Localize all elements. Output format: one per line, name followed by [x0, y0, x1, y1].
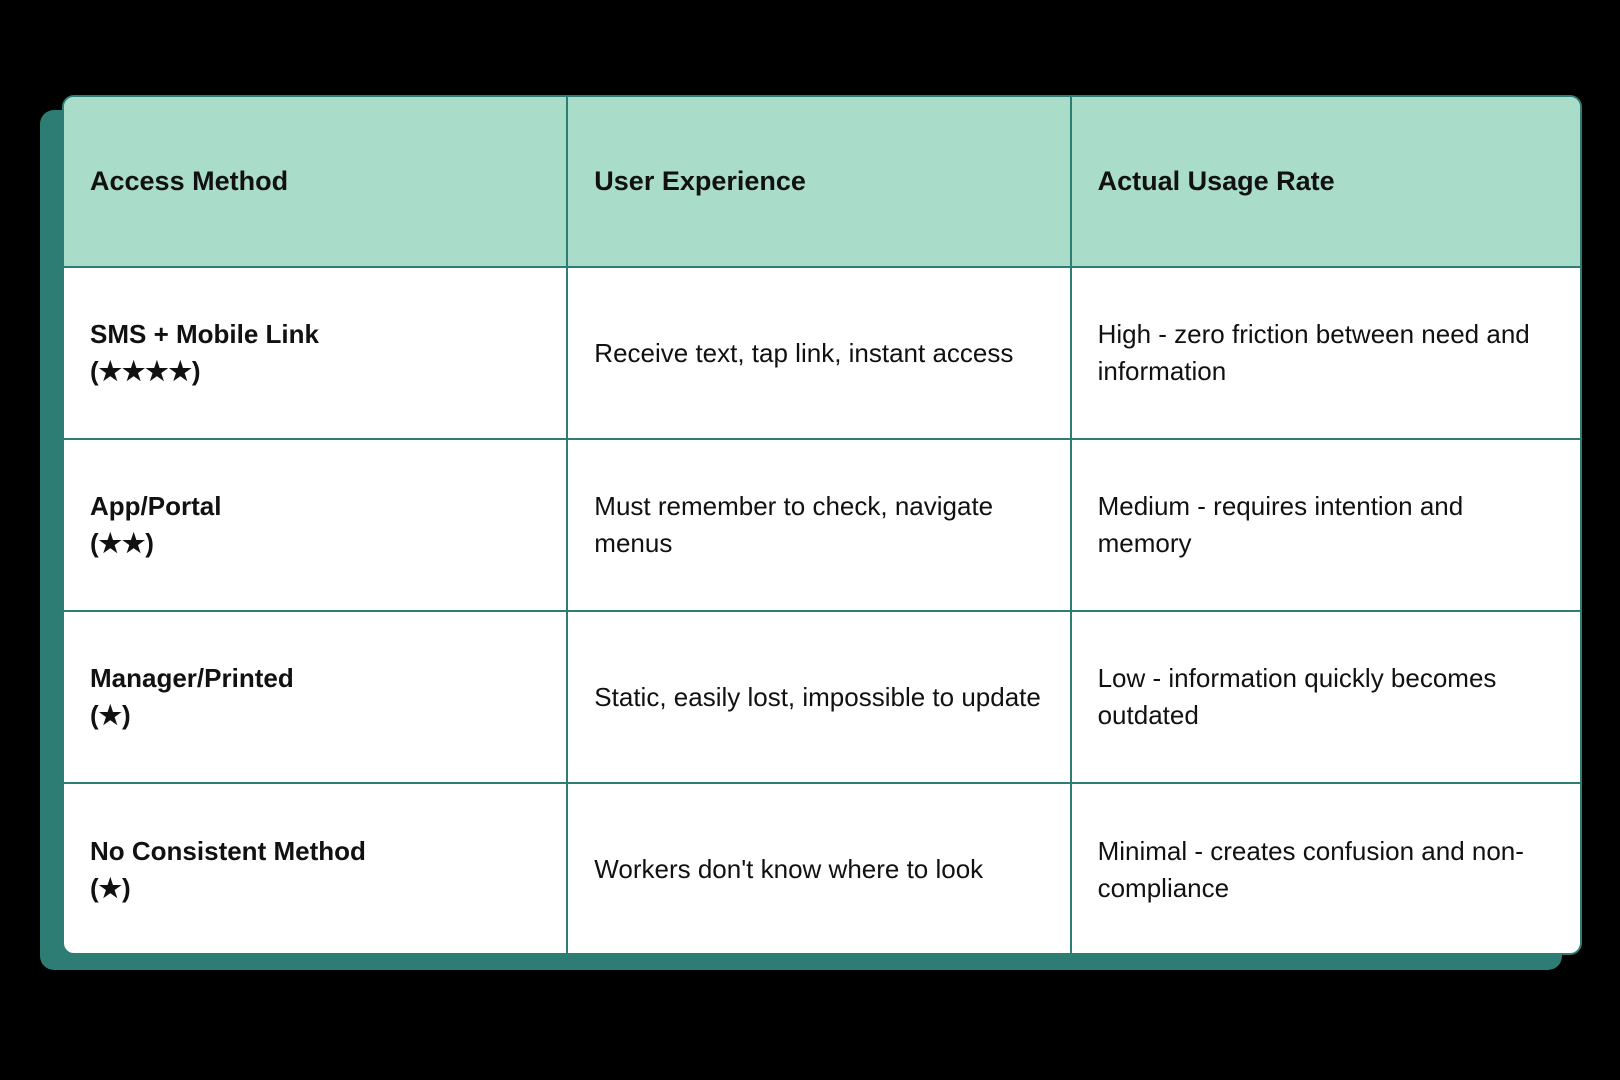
cell-usage-rate: Minimal - creates confusion and non-compliance	[1097, 835, 1524, 903]
cell-usage-rate: High - zero friction between need and information	[1071, 267, 1580, 439]
star-rating: (★★★★)	[90, 356, 201, 386]
cell-usage-rate: Low - information quickly becomes outdated	[1071, 611, 1580, 783]
table-row	[64, 439, 1580, 611]
method-name: No Consistent Method	[90, 835, 366, 866]
column-header-access-method: Access Method	[64, 97, 567, 267]
column-header-actual-usage-rate: Actual Usage Rate	[1071, 97, 1580, 267]
star-rating: (★)	[90, 700, 131, 730]
star-rating: (★★)	[90, 528, 154, 558]
cell-usage-rate: Medium - requires intention and memory	[1071, 439, 1580, 611]
cell-access-method	[64, 439, 567, 611]
comparison-table-card	[62, 95, 1582, 955]
column-header-user-experience: User Experience	[567, 97, 1070, 267]
cell-access-method	[64, 267, 567, 439]
method-name: App/Portal	[90, 491, 222, 522]
cell-access-method	[64, 783, 567, 955]
star-rating: (★)	[90, 872, 131, 903]
table-row	[64, 267, 1580, 439]
cell-access-method	[64, 611, 567, 783]
cell-user-experience: Workers don't know where to look	[567, 783, 1070, 955]
cell-user-experience: Must remember to check, navigate menus	[567, 439, 1070, 611]
method-name: SMS + Mobile Link	[90, 319, 319, 350]
table-header	[64, 97, 1580, 267]
method-name: Manager/Printed	[90, 663, 294, 694]
table-row	[64, 611, 1580, 783]
table-header-row	[64, 97, 1580, 267]
cell-user-experience: Receive text, tap link, instant access	[567, 267, 1070, 439]
table-body	[64, 267, 1580, 955]
access-method-comparison-table	[64, 97, 1580, 955]
cell-user-experience: Static, easily lost, impossible to update	[567, 611, 1070, 783]
table-row	[64, 783, 1580, 955]
